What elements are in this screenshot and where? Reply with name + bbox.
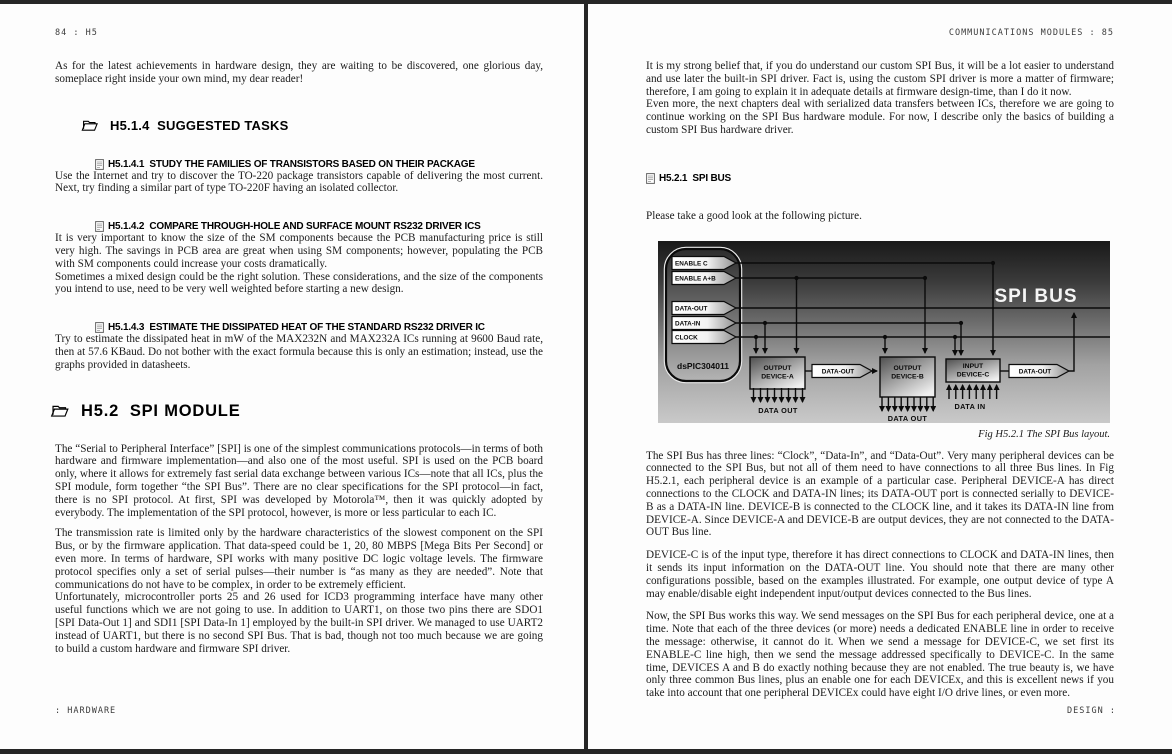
data-out-tag-a-to-b: [805, 364, 877, 377]
data-out-tag-c-to-bus: [1000, 313, 1074, 378]
paragraph: The SPI Bus has three lines: “Clock”, “Data-In”, and “Data-Out”. Very many peripheral devices can be connected to the SPI Bus, but not all of them need to have connections to all three Bus lines. In Fig H5.2.1, each peripheral device is an example of a particular case. Peripheral DEVICE-A has direct connections to the CLOCK and DATA-IN lines; its DATA-OUT port is connected serially to DEVICE-B as a DATA-IN line. DEVICE-B is connected to the CLOCK line, and it takes its DATA-IN line from DEVICE-A. Since DEVICE-A and DEVICE-B are output devices, they are not connected to the DATA-OUT Bus line.: [646, 449, 1114, 539]
paragraph: Sometimes a mixed design could be the right solution. These considerations, and the size of the components you intend to use, need to be very well weighted before starting a new design.: [55, 270, 543, 296]
pin-tag-enable-c: [672, 256, 736, 269]
svg-text:DATA-OUT: DATA-OUT: [821, 368, 855, 376]
device-a-output-arrows: [754, 388, 803, 402]
paragraph: It is my strong belief that, if you do understand our custom SPI Bus, it will be a lot easier to understand and use later the built-in SPI driver. Fact is, using the custom SPI driver is more a matter of firmware; therefore, I am going to explain it in adequate details at firmware design-time, than I do it now.: [646, 60, 1114, 98]
bus-wires: [736, 260, 1110, 354]
page-footer-right: DESIGN :: [1067, 706, 1116, 716]
spi-bus-figure: [658, 241, 1110, 423]
chip-label: dsPIC304011: [677, 360, 729, 371]
subsection-title: H5.1.4.1 STUDY THE FAMILIES OF TRANSISTORS BASED ON THEIR PACKAGE: [108, 158, 475, 170]
paragraph: The transmission rate is limited only by the hardware characteristics of the slowest component on the SPI Bus, or by the firmware application. That data-speed could be 1, 20, 80 MBPS [Mega Bits Per Second] or even more. In terms of hardware, SPI works with many positive DC logic voltage levels. The firmware protocol specifies only a set of serial pulses—their number is “as many as they are needed”. Note that communications do not have to be complex, in order to be extremely efficient.: [55, 527, 543, 591]
svg-text:CLOCK: CLOCK: [675, 334, 698, 342]
section-heading-h514: [81, 118, 543, 133]
page-header-left: 84 : H5: [55, 28, 98, 38]
section-heading-h52: [50, 402, 543, 421]
paragraph: The “Serial to Peripheral Interface” [SPI] is one of the simplest communications protocols—in terms of both hardware and firmware implementation—and also one of the most useful. SPI is used on the PCB board only, where it allows for extremely fast serial data exchange between various ICs—note that all ICs, plus the SPI module, form together “the SPI Bus”. There are no clear specifications for the SPI protocol—in fact, there is no SPI protocol. At first, SPI was developed by Motorola™, then it was quickly adopted by everybody. The implementation of the SPI protocol, however, is more or less particular to each IC.: [55, 442, 543, 519]
svg-text:DEVICE-C: DEVICE-C: [956, 371, 990, 379]
page-header-right: COMMUNICATIONS MODULES : 85: [948, 28, 1114, 38]
paragraph: Unfortunately, microcontroller ports 25 and 26 used for ICD3 programming interface have many other useful functions which we are not going to use. In addition to UART1, on those two pins there are SDO1 [SPI Data-Out 1] and SDI1 [SPI Data-In 1] employed by the built-in SPI driver. We managed to use UART2 instead of UART1, but there is no second SPI Bus. That is bad, though not too much because we are going to build a custom hardware and firmware SPI driver.: [55, 591, 543, 655]
device-c-input-arrows: [949, 385, 997, 399]
device-c-io-label: DATA IN: [954, 401, 986, 411]
device-a-box: [750, 357, 805, 389]
paragraph: It is very important to know the size of the SM components because the PCB manufacturing price is still very high. The savings in PCB area are great when using SM components; however, populating the PCB with SM components could increase your costs dramatically.: [55, 232, 543, 270]
folder-icon: [81, 120, 98, 131]
svg-text:DEVICE-A: DEVICE-A: [761, 373, 794, 381]
paragraph: Now, the SPI Bus works this way. We send messages on the SPI Bus for each peripheral device, one at a time. Note that each of the three devices (or more) needs a dedicated ENABLE line in order to receive the message: otherwise, it cannot do it. When we send a message for DEVICE-C, we set first its ENABLE-C line high, then we send the message addressed specifically to DEVICE-C. In the same time, DEVICES A and B do exactly nothing because they are not enabled. The true beauty is, we have only three common Bus lines, plus an enable one for each DEVICEx, and this is excellent news if you take into account that one peripheral DEVICEx could have eight I/O drive lines, or even more.: [646, 610, 1114, 700]
pin-tag-data-in: [672, 316, 736, 329]
document-icon: [95, 322, 104, 333]
paragraph: Try to estimate the dissipated heat in mW of the MAX232N and MAX232A ICs running at 9600 Baud rate, then at 57.6 KBaud. Do not bother with the exact formula because this is only an estimation; instead, use the graphs provided in datasheets.: [55, 333, 543, 371]
subsection-title: H5.2.1 SPI BUS: [659, 172, 732, 184]
paragraph: Please take a good look at the following picture.: [646, 209, 862, 222]
pin-tag-data-out: [672, 301, 736, 314]
paragraph: DEVICE-C is of the input type, therefore it has direct connections to CLOCK and DATA-IN lines, then it sends its input information on the DATA-OUT line. You should note that there are many other configurations possible, based on the examples illustrated. For example, one output device of type A may enable/disable eight independent input/output devices connected to the Bus lines.: [646, 549, 1114, 600]
document-icon: [95, 221, 104, 232]
svg-text:DEVICE-B: DEVICE-B: [891, 373, 924, 381]
document-icon: [646, 173, 655, 184]
intro-paragraph: As for the latest achievements in hardware design, they are waiting to be discovered, one glorious day, someplace right inside your own mind, my dear reader!: [55, 60, 543, 85]
subsection-title: H5.1.4.3 ESTIMATE THE DISSIPATED HEAT OF THE STANDARD RS232 DRIVER IC: [108, 322, 485, 334]
device-b-io-label: DATA OUT: [887, 413, 928, 423]
section-title: H5.2 SPI MODULE: [81, 401, 241, 420]
figure-caption: Fig H5.2.1 The SPI Bus layout.: [978, 428, 1110, 440]
section-title: H5.1.4 SUGGESTED TASKS: [110, 117, 289, 133]
device-b-box: [880, 357, 935, 397]
folder-icon: [50, 405, 69, 417]
svg-text:ENABLE C: ENABLE C: [675, 260, 708, 268]
paragraph: Even more, the next chapters deal with serialized data transfers between ICs, therefore we are going to continue working on the SPI Bus hardware module. For now, I describe only the basics of building a custom SPI Bus hardware driver.: [646, 98, 1114, 136]
pin-tag-clock: [672, 330, 736, 343]
document-icon: [95, 159, 104, 170]
pin-tag-enable-ab: [672, 271, 736, 284]
subsection-heading-h5142: [95, 221, 543, 232]
svg-text:DATA-OUT: DATA-OUT: [675, 305, 708, 313]
subsection-title: H5.1.4.2 COMPARE THROUGH-HOLE AND SURFACE MOUNT RS232 DRIVER ICS: [108, 221, 481, 233]
page-footer-left: : HARDWARE: [55, 706, 117, 716]
subsection-heading-h5141: [95, 159, 543, 170]
svg-text:DATA-IN: DATA-IN: [675, 320, 701, 328]
svg-text:OUTPUT: OUTPUT: [763, 364, 792, 372]
svg-text:INPUT: INPUT: [962, 362, 984, 370]
svg-text:OUTPUT: OUTPUT: [893, 364, 922, 372]
svg-text:ENABLE A+B: ENABLE A+B: [675, 275, 716, 283]
page-left: [0, 0, 584, 754]
device-b-output-arrows: [882, 397, 933, 411]
device-c-box: [946, 359, 1000, 382]
subsection-heading-h521: [646, 173, 1114, 184]
page-right: [588, 0, 1172, 754]
svg-text:DATA-OUT: DATA-OUT: [1018, 368, 1052, 376]
bus-title: SPI BUS: [994, 285, 1078, 307]
paragraph: Use the Internet and try to discover the TO-220 package transistors capable of delivering the most current. Next, try finding a similar part of type TO-220F having an isolated collector.: [55, 169, 543, 195]
subsection-heading-h5143: [95, 322, 543, 333]
device-a-io-label: DATA OUT: [758, 405, 798, 415]
